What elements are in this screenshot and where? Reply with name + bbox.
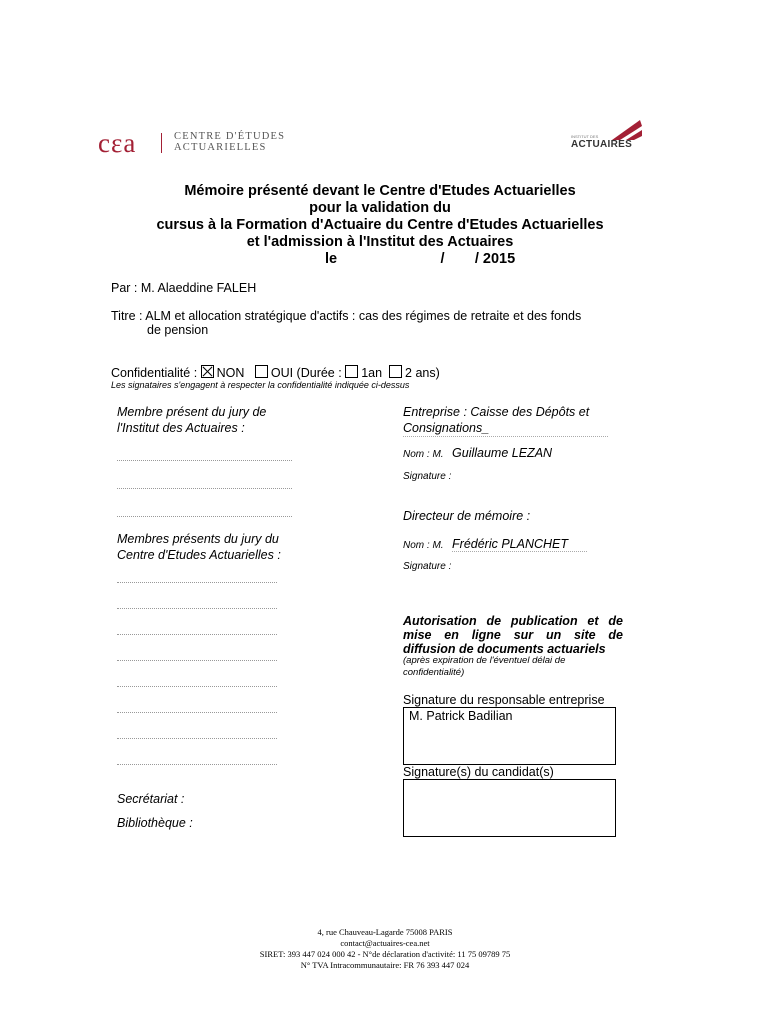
jury-cea-line-5[interactable] xyxy=(117,686,277,687)
title-line4: et l'admission à l'Institut des Actuaires xyxy=(246,234,514,250)
jury-ia-line1: Membre présent du jury de xyxy=(117,405,267,419)
secretariat-label: Secrétariat : xyxy=(117,792,185,806)
jury-cea-line1: Membres présents du jury du xyxy=(117,532,279,546)
sig-responsable-box[interactable] xyxy=(403,707,616,765)
confidentiality-label: Confidentialité : xyxy=(111,366,198,380)
sig-candidat-label: Signature(s) du candidat(s) xyxy=(403,765,554,779)
directeur-nom-row xyxy=(403,535,587,553)
ia-logo-small: INSTITUT DES xyxy=(571,134,599,139)
jury-cea-line-6[interactable] xyxy=(117,712,277,713)
non-label: NON xyxy=(216,366,245,380)
footer xyxy=(150,927,620,971)
sig-responsable-label: Signature du responsable entreprise xyxy=(403,693,605,707)
entreprise-nom: Guillaume LEZAN xyxy=(452,446,553,460)
author: Par : M. Alaeddine FALEH xyxy=(111,281,257,295)
title-date xyxy=(100,251,660,268)
directeur-nom: Frédéric PLANCHET xyxy=(452,537,587,552)
sig-candidat-box[interactable] xyxy=(403,779,616,837)
checkbox-2ans[interactable] xyxy=(389,365,402,378)
memoire-title-line1: Titre : ALM et allocation stratégique d'actifs : cas des régimes de retraite et des fonds xyxy=(111,309,582,323)
footer-address: 4, rue Chauveau-Lagarde 75008 PARIS xyxy=(317,927,453,937)
bibliotheque-label: Bibliothèque : xyxy=(117,816,193,830)
jury-cea-line2: Centre d'Etudes Actuarielles : xyxy=(117,548,281,562)
jury-cea-line-7[interactable] xyxy=(117,738,277,739)
entreprise-nom-row xyxy=(403,444,552,462)
date-year: / 2015 xyxy=(474,251,516,267)
checkbox-1an[interactable] xyxy=(345,365,358,378)
jury-ia-heading xyxy=(117,404,266,436)
jury-ia-line-3[interactable] xyxy=(117,516,292,517)
ia-logo-text: ACTUAIRES xyxy=(571,139,633,150)
entreprise-block xyxy=(403,404,608,437)
autorisation-note2: confidentialité) xyxy=(403,667,465,678)
jury-ia-line2: l'Institut des Actuaires : xyxy=(117,421,245,435)
autorisation-note xyxy=(403,655,565,679)
autorisation-line3: diffusion de documents actuariels xyxy=(403,642,606,656)
title-line3: cursus à la Formation d'Actuaire du Centre d'Etudes Actuarielles xyxy=(156,217,604,233)
checkbox-oui[interactable] xyxy=(255,365,268,378)
checkbox-non[interactable] xyxy=(201,365,214,378)
jury-ia-line-1[interactable] xyxy=(117,460,292,461)
oui-label: OUI (Durée : xyxy=(270,366,342,380)
jury-cea-line-2[interactable] xyxy=(117,608,277,609)
title-line1: Mémoire présenté devant le Centre d'Etudes Actuarielles xyxy=(184,183,576,199)
sig-responsable-name: M. Patrick Badilian xyxy=(409,709,513,723)
autorisation-line1: Autorisation de publication et de xyxy=(403,614,623,628)
jury-cea-heading xyxy=(117,531,281,563)
date-prefix: le xyxy=(325,251,338,267)
autorisation-line2: mise en ligne sur un site de xyxy=(403,628,623,642)
jury-cea-line-4[interactable] xyxy=(117,660,277,661)
footer-siret: SIRET: 393 447 024 000 42 - N°de déclaration d'activité: 11 75 09789 75 xyxy=(259,949,511,959)
directeur-nom-label: Nom : M. xyxy=(403,540,444,551)
two-years-label: 2 ans) xyxy=(405,366,440,380)
autorisation-heading xyxy=(403,614,623,656)
entreprise-line2: Consignations_ xyxy=(403,420,608,437)
entreprise-signature-label: Signature : xyxy=(403,471,452,482)
confidentiality-row xyxy=(111,365,440,380)
logo-divider xyxy=(161,133,162,153)
date-sep1: / xyxy=(440,251,445,267)
jury-cea-line-1[interactable] xyxy=(117,582,277,583)
entreprise-nom-label: Nom : M. xyxy=(403,449,444,460)
cea-logo: cεa xyxy=(98,128,137,158)
cea-name-line1: CENTRE D'ÉTUDES xyxy=(174,131,286,142)
memoire-title-line2: de pension xyxy=(147,323,209,337)
entreprise-line1: Entreprise : Caisse des Dépôts et xyxy=(403,405,590,419)
jury-ia-line-2[interactable] xyxy=(117,488,292,489)
cea-name xyxy=(174,131,285,153)
footer-email: contact@actuaires-cea.net xyxy=(340,938,430,948)
title-line2: pour la validation du xyxy=(309,200,451,216)
document-title xyxy=(100,183,660,268)
one-year-label: 1an xyxy=(361,366,383,380)
footer-tva: N° TVA Intracommunautaire: FR 76 393 447 024 xyxy=(300,960,470,970)
jury-cea-line-8[interactable] xyxy=(117,764,277,765)
directeur-title: Directeur de mémoire : xyxy=(403,509,531,523)
confidentiality-note: Les signataires s'engagent à respecter la confidentialité indiquée ci-dessus xyxy=(111,380,410,390)
directeur-signature-label: Signature : xyxy=(403,561,452,572)
jury-cea-line-3[interactable] xyxy=(117,634,277,635)
cea-name-line2: ACTUARIELLES xyxy=(174,142,267,153)
autorisation-note1: (après expiration de l'éventuel délai de xyxy=(403,655,566,666)
